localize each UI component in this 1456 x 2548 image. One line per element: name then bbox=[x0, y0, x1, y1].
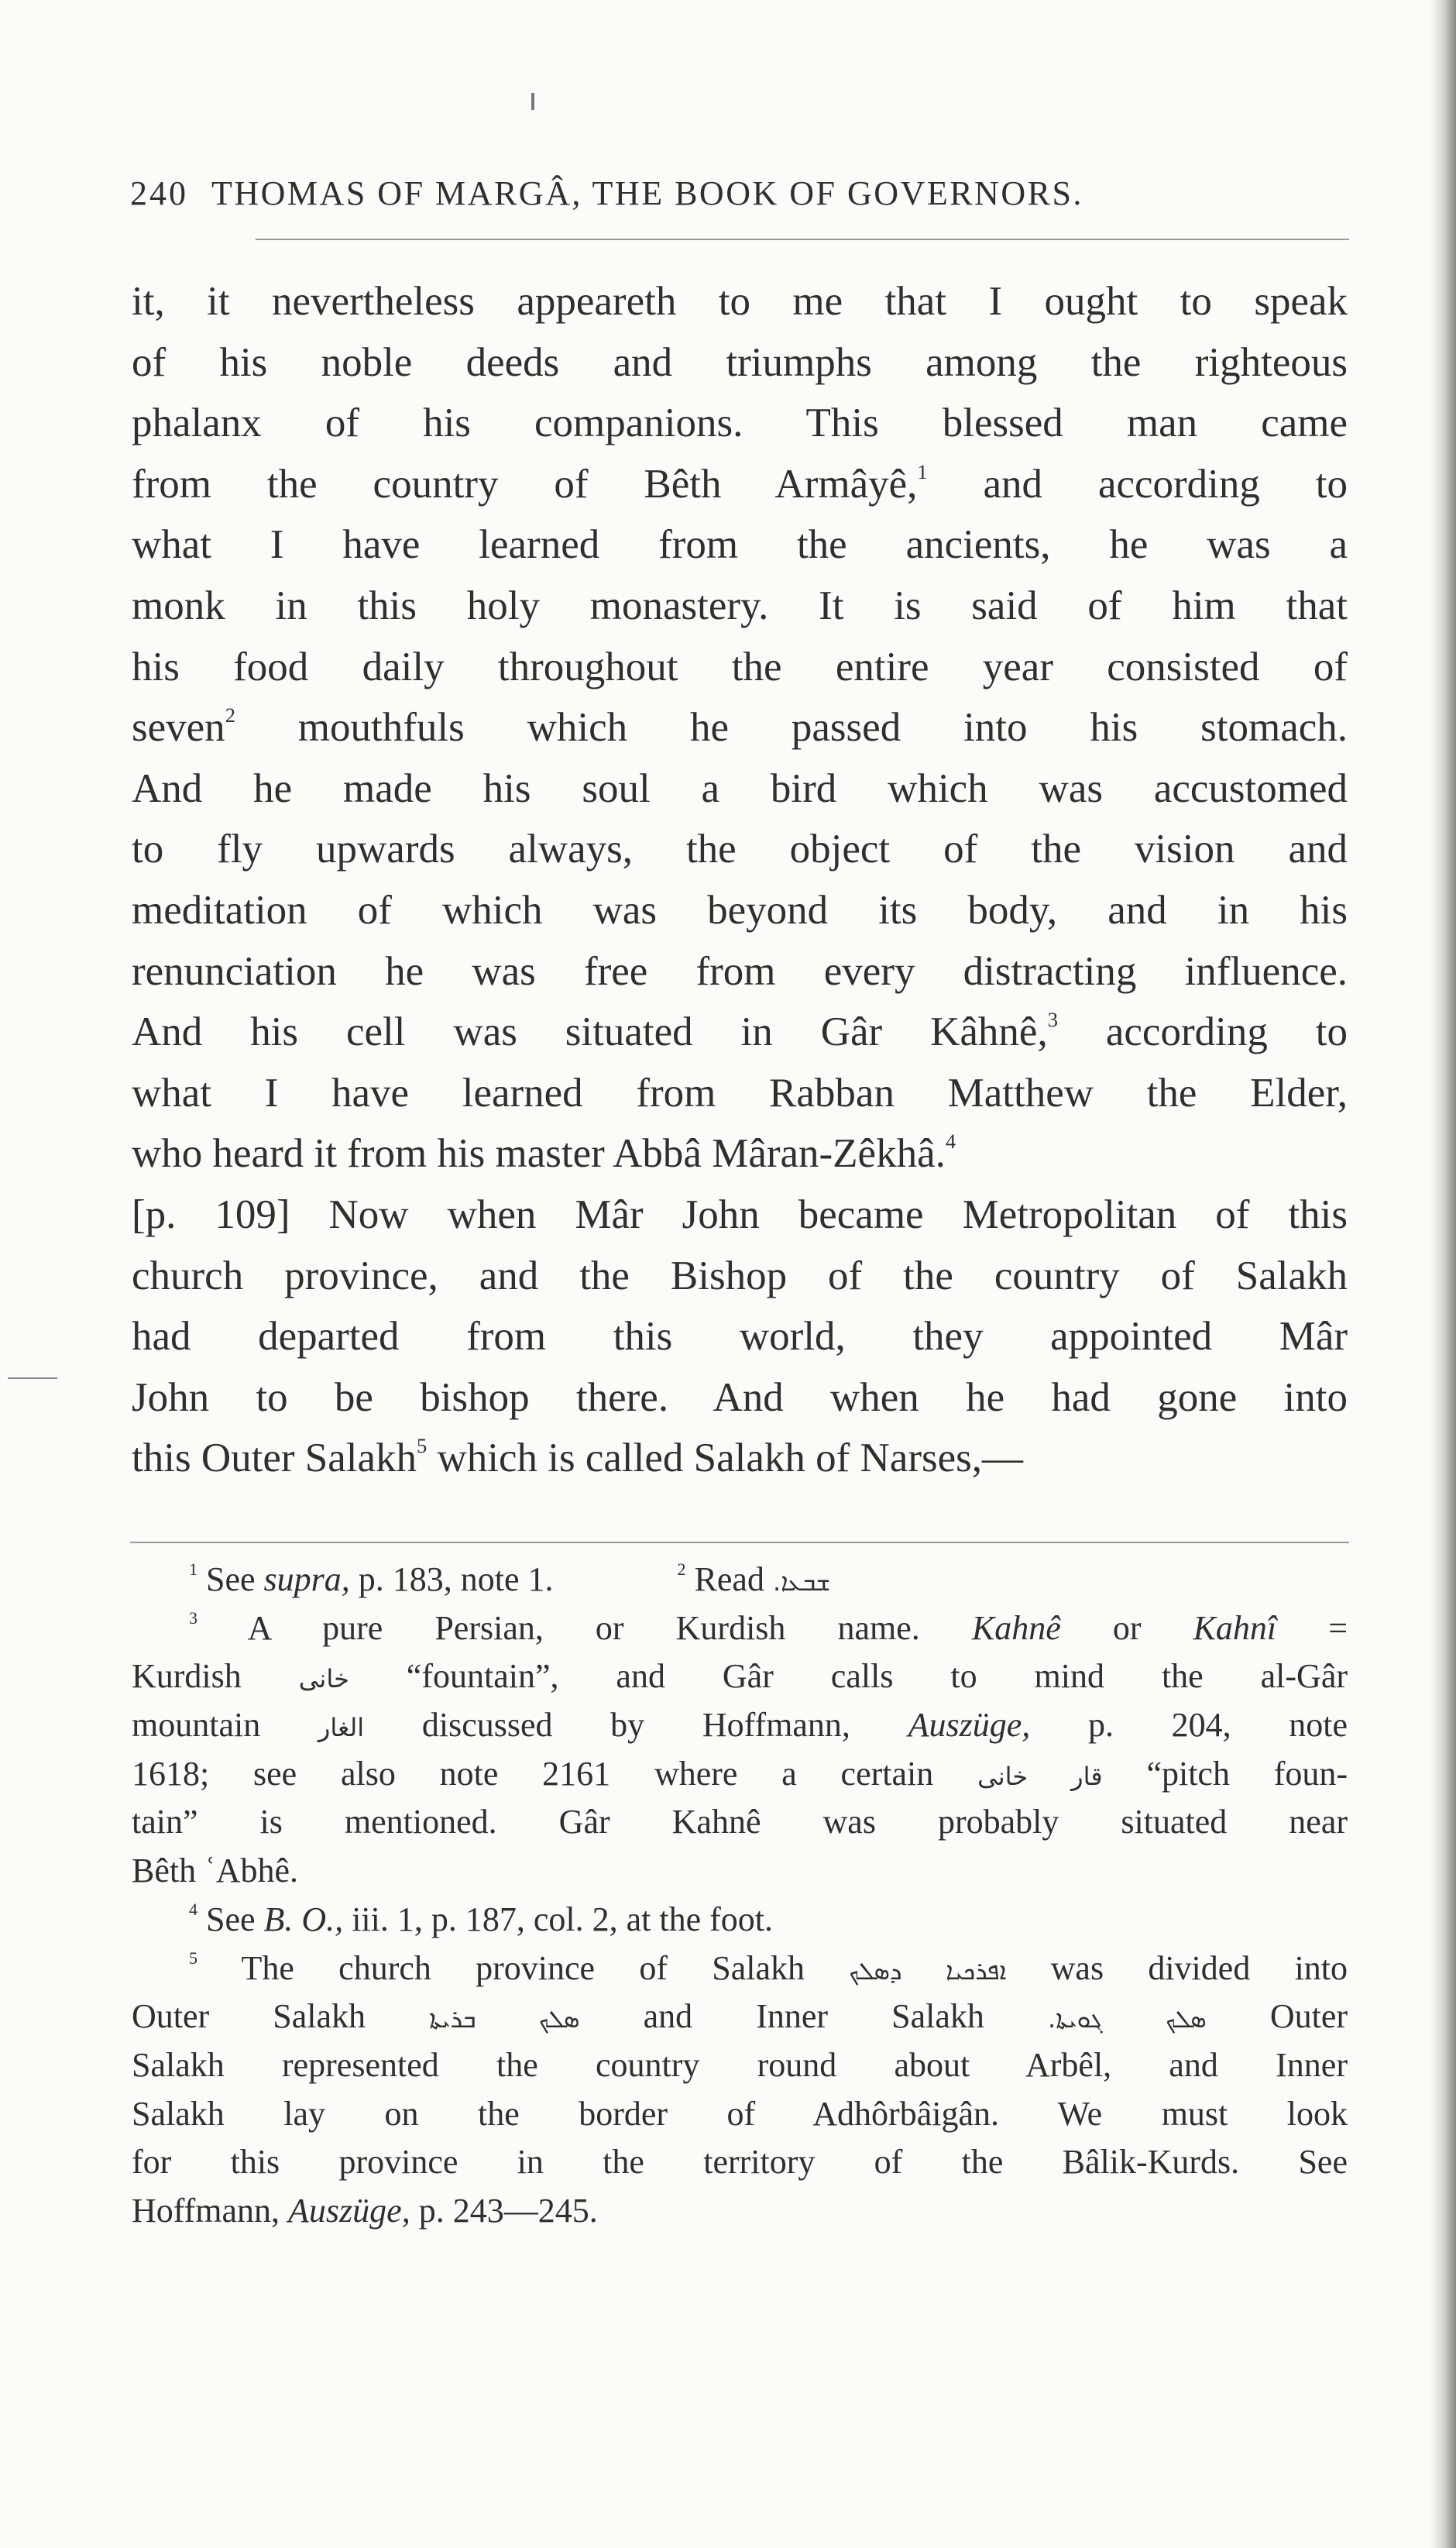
fn-text: “pitch foun- bbox=[1146, 1754, 1348, 1793]
footnote-5 bbox=[132, 1945, 1348, 1993]
fn-text: p. 243—245. bbox=[418, 2191, 598, 2230]
syriac-word: ܣܠܟ ܓܘܝܬܐ. bbox=[1048, 2004, 1207, 2034]
fn-text: Outer bbox=[1269, 1997, 1348, 2036]
text-line: church province, and the Bishop of the country of Salakh bbox=[132, 1253, 1348, 1298]
running-header bbox=[130, 163, 1338, 225]
page-number: 240 bbox=[130, 174, 188, 212]
footnote-rule bbox=[130, 1542, 1349, 1543]
text-line: to fly upwards always, the object of the vision and bbox=[132, 827, 1348, 872]
fn-text: or bbox=[1112, 1608, 1142, 1647]
fn-text: p. 183, note 1. bbox=[358, 1560, 554, 1598]
margin-dash bbox=[8, 1377, 57, 1379]
main-text bbox=[132, 271, 1348, 1489]
fn-text: 1618; see also note 2161 where a certain bbox=[132, 1754, 934, 1793]
fn-text: Kurdish bbox=[132, 1657, 242, 1696]
text-line: of his noble deeds and triumphs among the righteous bbox=[132, 339, 1348, 385]
text-fragment: mouthfuls which he passed into his stomach. bbox=[235, 705, 1348, 751]
text-line bbox=[132, 1002, 1348, 1063]
syriac-word: ܣܠܟ ܒܪܝܬܐ bbox=[429, 2004, 580, 2034]
page-edge-shadow bbox=[1430, 0, 1456, 2548]
text-line bbox=[132, 1428, 1348, 1489]
text-line bbox=[132, 1123, 1348, 1185]
footnote-number: 4 bbox=[189, 1900, 197, 1920]
footnote-mark: 2 bbox=[225, 703, 235, 727]
footnote-number: 2 bbox=[677, 1559, 686, 1580]
text-line: what I have learned from Rabban Matthew the Elder, bbox=[132, 1070, 1348, 1116]
footnote-3 bbox=[132, 1604, 1348, 1653]
footnote-1 bbox=[132, 1556, 1348, 1604]
text-line: phalanx of his companions. This blessed man came bbox=[132, 401, 1348, 446]
text-fragment: this Outer Salakh bbox=[132, 1436, 417, 1481]
fn-text: Hoffmann, bbox=[132, 2191, 280, 2230]
text-fragment: from the country of Bêth Armâyê, bbox=[132, 461, 918, 507]
footnote-line bbox=[132, 1652, 1348, 1701]
text-line: had departed from this world, they appointed Mâr bbox=[132, 1314, 1348, 1360]
text-fragment: And his cell was situated in Gâr Kâhnê, bbox=[132, 1009, 1048, 1055]
text-fragment: seven bbox=[132, 705, 225, 751]
footnote-line: Salakh lay on the border of Adhôrbâigân. We must look bbox=[132, 2094, 1348, 2133]
footnote-mark: 5 bbox=[417, 1434, 428, 1458]
fn-italic: Auszüge, bbox=[908, 1706, 1031, 1745]
footnote-number: 5 bbox=[189, 1948, 197, 1968]
footnote-number: 3 bbox=[189, 1608, 197, 1628]
footnote-4 bbox=[132, 1896, 1348, 1945]
fn-text: See bbox=[206, 1900, 256, 1938]
footnotes bbox=[132, 1556, 1348, 2236]
text-line: [p. 109] Now when Mâr John became Metropolitan of this bbox=[132, 1191, 1348, 1237]
text-fragment: according to bbox=[1057, 1009, 1348, 1055]
fn-italic: B. O., bbox=[263, 1900, 344, 1938]
footnote-mark: 4 bbox=[945, 1130, 956, 1154]
fn-text: Outer Salakh bbox=[132, 1997, 366, 2036]
syriac-word: ܐܦܪܟܝܐ ܕܣܠܟ bbox=[849, 1955, 1007, 1986]
print-mark bbox=[531, 93, 534, 110]
arabic-word: قار خانى bbox=[977, 1761, 1103, 1791]
header-rule bbox=[256, 239, 1349, 240]
fn-text: Read bbox=[694, 1560, 764, 1598]
text-line: it, it nevertheless appeareth to me that I ought to speak bbox=[132, 279, 1348, 324]
footnote-mark: 3 bbox=[1047, 1008, 1058, 1032]
footnote-line bbox=[132, 2187, 1348, 2236]
fn-italic: supra, bbox=[263, 1560, 350, 1598]
text-fragment: which is called Salakh of Narses,— bbox=[437, 1436, 1024, 1481]
text-line bbox=[132, 454, 1348, 515]
footnote-line: tain” is mentioned. Gâr Kahnê was probably situated near bbox=[132, 1803, 1348, 1841]
text-line: And he made his soul a bird which was accustomed bbox=[132, 765, 1348, 811]
text-line: what I have learned from the ancients, he was a bbox=[132, 522, 1348, 568]
footnote-line: for this province in the territory of the Bâlik-Kurds. See bbox=[132, 2143, 1348, 2182]
text-line: meditation of which was beyond its body, and in his bbox=[132, 887, 1348, 933]
text-line: renunciation he was free from every distracting influence. bbox=[132, 948, 1348, 994]
fn-text: iii. 1, p. 187, col. 2, at the foot. bbox=[352, 1900, 773, 1938]
fn-text: mountain bbox=[132, 1706, 261, 1745]
arabic-word: الغار bbox=[318, 1713, 365, 1743]
fn-text: and Inner Salakh bbox=[643, 1997, 984, 2036]
syriac-word: ܫܒܥܐ. bbox=[772, 1567, 831, 1597]
fn-text: “fountain”, and Gâr calls to mind the al-Gâr bbox=[406, 1657, 1348, 1696]
fn-text: p. 204, note bbox=[1087, 1706, 1348, 1745]
arabic-word: خانى bbox=[298, 1664, 349, 1694]
fn-italic: Kahnî bbox=[1193, 1608, 1277, 1647]
footnote-line bbox=[132, 1750, 1348, 1799]
fn-text: A pure Persian, or Kurdish name. bbox=[247, 1608, 920, 1647]
text-fragment: who heard it from his master Abbâ Mâran-Zêkhâ. bbox=[132, 1131, 946, 1177]
footnote-number: 1 bbox=[189, 1559, 197, 1580]
text-line: John to be bishop there. And when he had gone into bbox=[132, 1374, 1348, 1420]
fn-text: discussed by Hoffmann, bbox=[421, 1706, 850, 1745]
fn-text: was divided into bbox=[1050, 1948, 1348, 1987]
text-line bbox=[132, 697, 1348, 758]
fn-text: = bbox=[1328, 1608, 1348, 1647]
fn-italic: Auszüge, bbox=[288, 2191, 410, 2230]
text-line: monk in this holy monastery. It is said of him that bbox=[132, 583, 1348, 628]
text-fragment: and according to bbox=[927, 461, 1348, 507]
footnote-mark: 1 bbox=[917, 459, 928, 483]
footnote-line: Bêth ʿAbhê. bbox=[132, 1852, 299, 1890]
fn-text: See bbox=[206, 1560, 256, 1598]
footnote-line bbox=[132, 1701, 1348, 1750]
fn-italic: Kahnê bbox=[971, 1608, 1061, 1647]
fn-text: The church province of Salakh bbox=[241, 1948, 805, 1987]
running-title: THOMAS OF MARGÂ, THE BOOK OF GOVERNORS. bbox=[211, 174, 1083, 212]
footnote-line bbox=[132, 1993, 1348, 2041]
footnote-line: Salakh represented the country round about Arbêl, and Inner bbox=[132, 2045, 1348, 2084]
text-line: his food daily throughout the entire year consisted of bbox=[132, 644, 1348, 689]
